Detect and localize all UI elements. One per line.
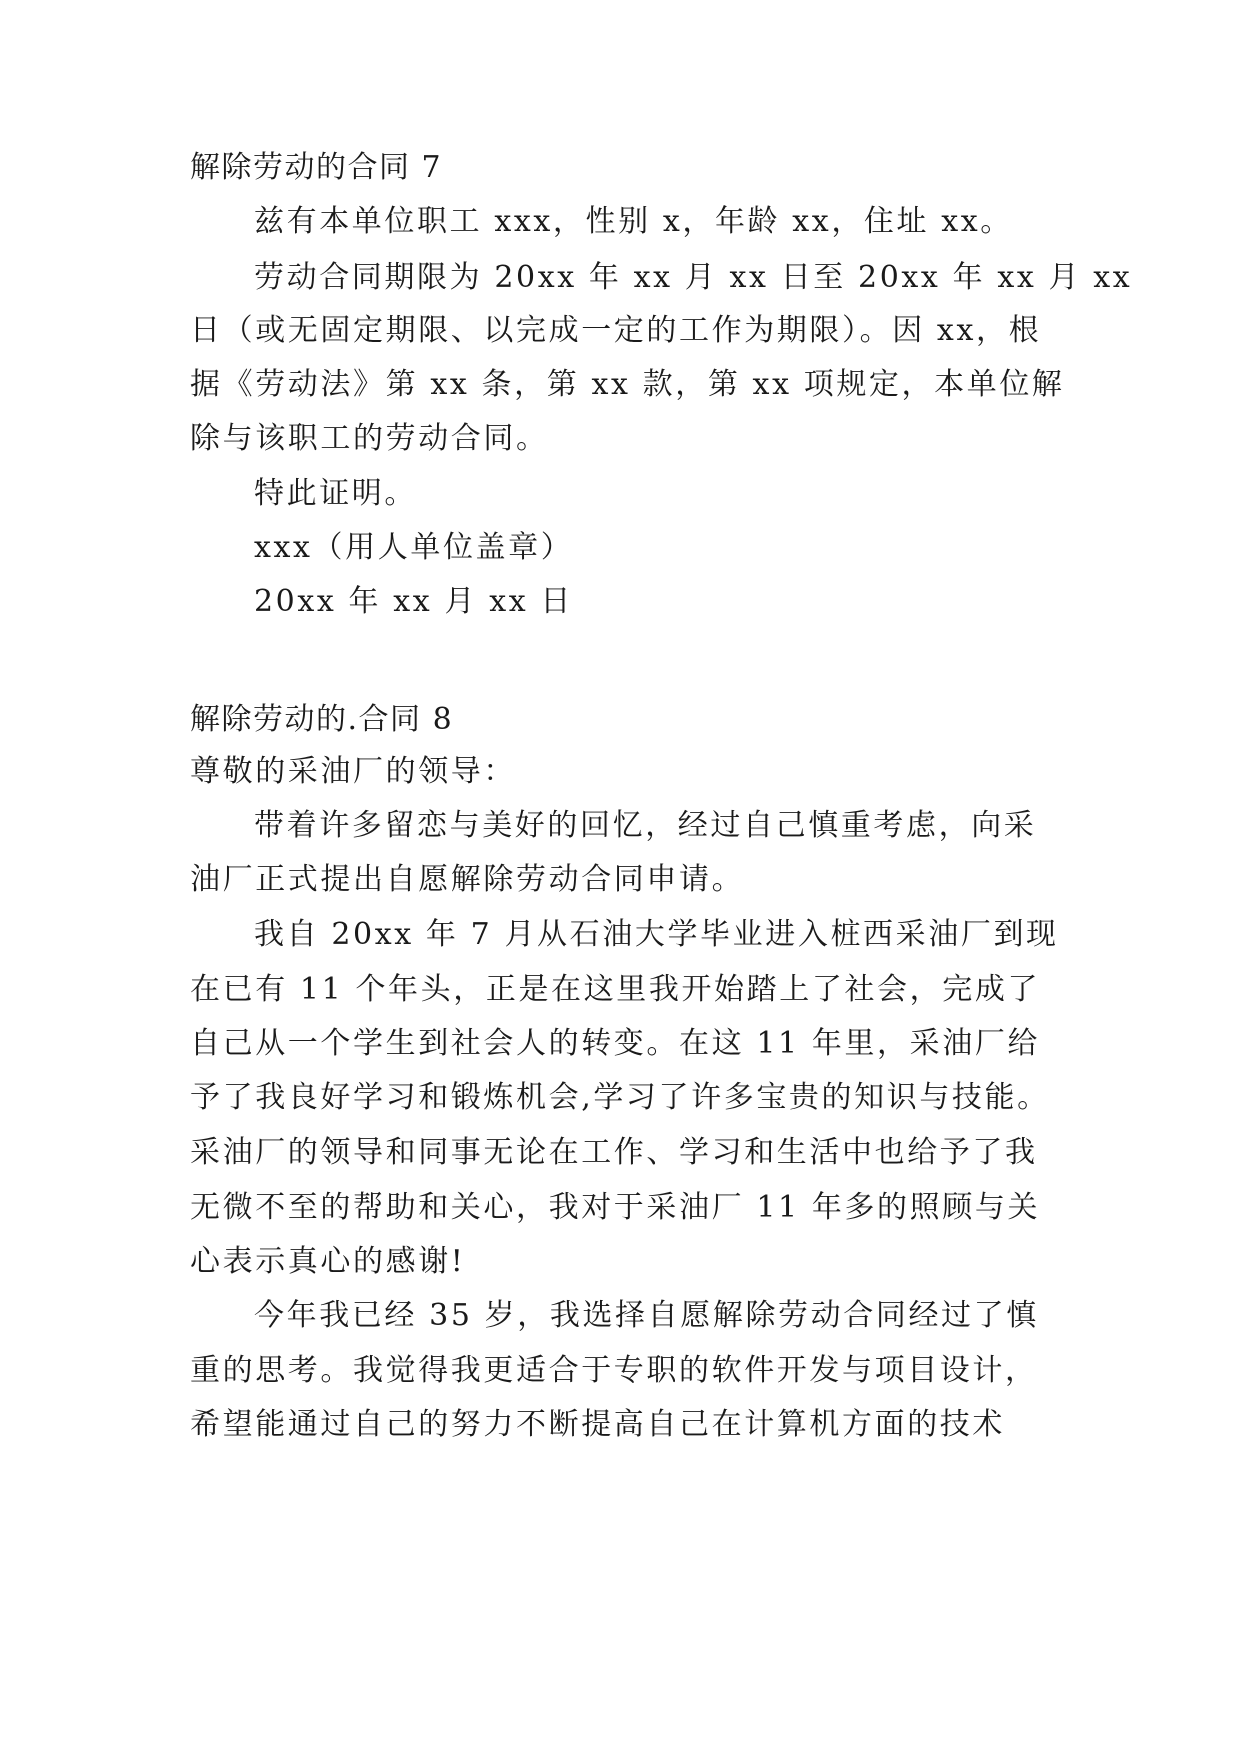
- paragraph-line: 心表示真心的感谢!: [190, 1244, 466, 1279]
- document-page: [190, 0, 1133, 1754]
- paragraph-line: 劳动合同期限为 20xx 年 xx 月 xx 日至 20xx 年 xx 月 xx: [254, 260, 1133, 295]
- paragraph-line: 特此证明。: [254, 476, 417, 511]
- section-7-title: 解除劳动的合同 7: [190, 150, 443, 185]
- paragraph-line: 油厂正式提出自愿解除劳动合同申请。: [190, 862, 745, 897]
- paragraph-line: 采油厂的领导和同事无论在工作、学习和生活中也给予了我: [190, 1135, 1038, 1170]
- paragraph-line: 在已有 11 个年头，正是在这里我开始踏上了社会，完成了: [190, 972, 1041, 1007]
- paragraph-line: 日（或无固定期限、以完成一定的工作为期限）。因 xx，根: [190, 313, 1042, 348]
- paragraph-line: 重的思考。我觉得我更适合于专职的软件开发与项目设计，: [190, 1353, 1038, 1388]
- salutation: 尊敬的采油厂的领导：: [190, 754, 516, 789]
- paragraph-line: 予了我良好学习和锻炼机会,学习了许多宝贵的知识与技能。: [190, 1080, 1050, 1115]
- section-8-title: 解除劳动的.合同 8: [190, 702, 454, 737]
- paragraph-line: 今年我已经 35 岁，我选择自愿解除劳动合同经过了慎: [254, 1298, 1039, 1333]
- paragraph-line: 无微不至的帮助和关心，我对于采油厂 11 年多的照顾与关: [190, 1190, 1041, 1225]
- paragraph-line: 自己从一个学生到社会人的转变。在这 11 年里，采油厂给: [190, 1026, 1041, 1061]
- paragraph-line: 据《劳动法》第 xx 条，第 xx 款，第 xx 项规定，本单位解: [190, 367, 1065, 402]
- paragraph-line: 带着许多留恋与美好的回忆，经过自己慎重考虑，向采: [254, 808, 1037, 843]
- paragraph-line: 希望能通过自己的努力不断提高自己在计算机方面的技术: [190, 1407, 1005, 1442]
- paragraph-line: 除与该职工的劳动合同。: [190, 421, 549, 456]
- signature-line: xxx（用人单位盖章）: [254, 530, 574, 565]
- date-line: 20xx 年 xx 月 xx 日: [254, 584, 573, 619]
- paragraph-line: 兹有本单位职工 xxx，性别 x，年龄 xx，住址 xx。: [254, 204, 1013, 239]
- paragraph-line: 我自 20xx 年 7 月从石油大学毕业进入桩西采油厂到现: [254, 917, 1059, 952]
